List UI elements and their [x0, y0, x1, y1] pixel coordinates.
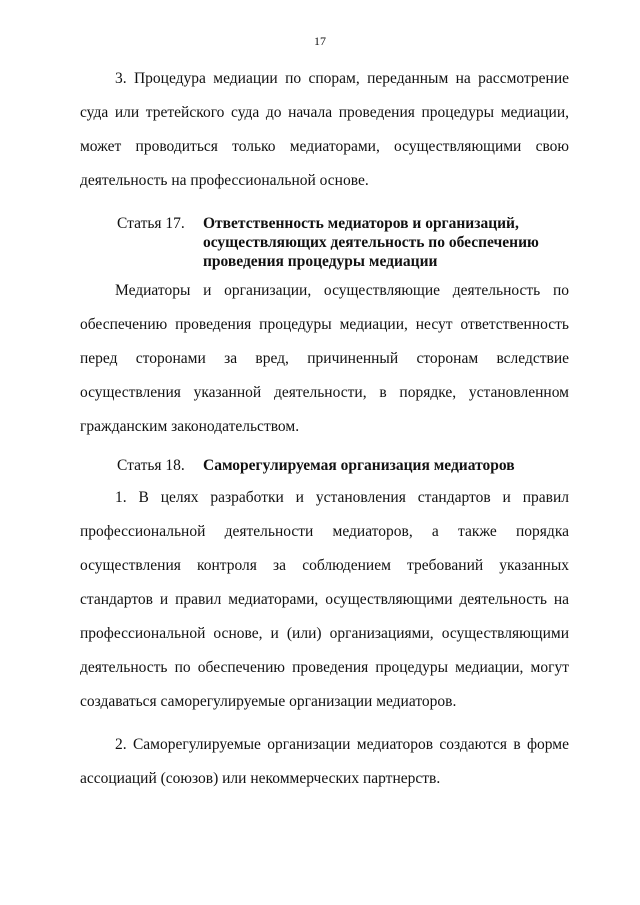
- article-17-title: Ответственность медиаторов и организаций, осуществляющих деятельность по обеспечению проведения процедуры медиации: [203, 215, 539, 270]
- article-17-heading: [117, 214, 569, 271]
- paragraph-item-3: 3. Процедура медиации по спорам, переданным на рассмотрение суда или третейского суда до начала проведения процедуры медиации, может проводиться только медиаторами, осуществляющими свою деятельность на профессиональной основе.: [80, 70, 569, 189]
- paragraph-article-18-item-1: 1. В целях разработки и установления стандартов и правил профессиональной деятельности медиаторов, а также порядка осуществления контроля за соблюдением требований указанных стандартов и правил медиаторами, осуществляющими деятельность на профессиональной основе, и (или) организациями, осуществляющими деятельность по обеспечению проведения процедуры медиации, могут создаваться саморегулируемые организации медиаторов.: [80, 489, 569, 710]
- article-17-number: Статья 17.: [117, 215, 185, 232]
- paragraph-article-17: Медиаторы и организации, осуществляющие деятельность по обеспечению проведения процедуры медиации, несут ответственность перед сторонами за вред, причиненный сторонам вследствие осуществления указанной деятельности, в порядке, установленном гражданским законодательством.: [80, 282, 569, 435]
- paragraph-article-18-item-2: 2. Саморегулируемые организации медиаторов создаются в форме ассоциаций (союзов) или некоммерческих партнерств.: [80, 736, 569, 787]
- article-18-title: Саморегулируемая организация медиаторов: [203, 457, 515, 474]
- article-18-number: Статья 18.: [117, 457, 185, 474]
- page-number: 17: [314, 34, 326, 48]
- article-18-heading: [117, 456, 569, 475]
